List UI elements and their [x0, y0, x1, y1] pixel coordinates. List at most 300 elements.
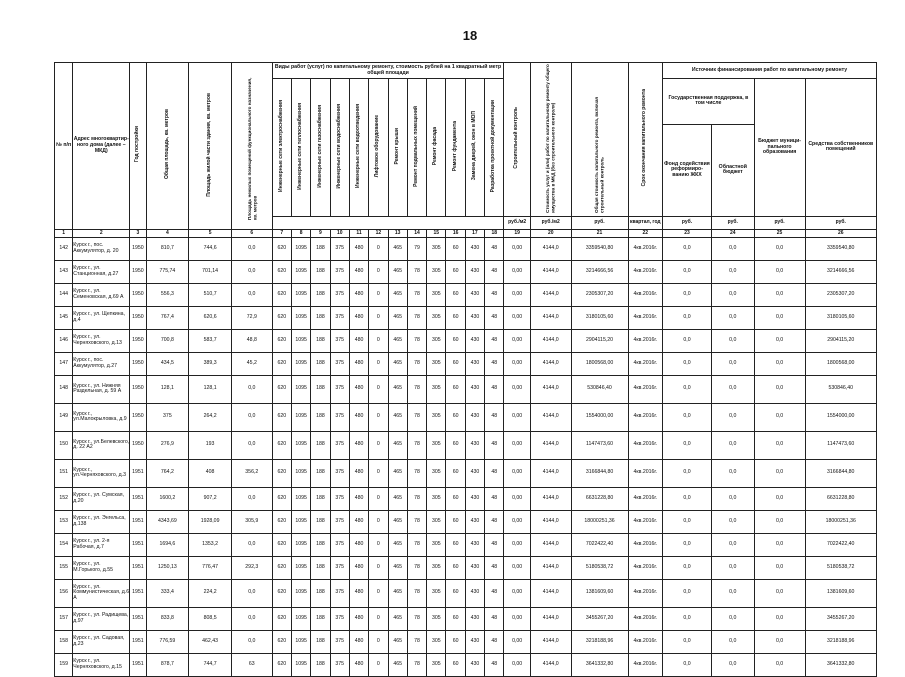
row-work-cost: 1095 [291, 556, 310, 579]
row-total-area: 1250,13 [146, 556, 189, 579]
row-work-cost: 188 [311, 533, 330, 556]
table-row [55, 329, 877, 352]
row-work-cost: 465 [388, 431, 407, 459]
row-work-cost: 79 [407, 237, 426, 260]
row-total-area: 878,7 [146, 653, 189, 676]
row-work-cost: 620 [272, 260, 291, 283]
row-work-cost: 465 [388, 306, 407, 329]
row-cost-per-m2: 4144,0 [530, 630, 571, 653]
row-total-area: 1694,6 [146, 533, 189, 556]
row-work-cost: 430 [465, 556, 484, 579]
row-work-cost: 60 [446, 607, 465, 630]
row-fund: 0,0 [663, 510, 712, 533]
row-work-cost: 188 [311, 431, 330, 459]
row-work-cost: 1095 [291, 533, 310, 556]
row-municipal: 0,0 [754, 306, 805, 329]
row-own-funds: 3455267,20 [805, 607, 877, 630]
table-row [55, 630, 877, 653]
row-own-funds: 2305307,20 [805, 283, 877, 306]
row-regional: 0,0 [711, 283, 754, 306]
row-total-cost: 7022422,40 [571, 533, 628, 556]
row-work-cost: 48 [485, 653, 504, 676]
row-work-cost: 60 [446, 556, 465, 579]
row-regional: 0,0 [711, 510, 754, 533]
row-work-cost: 48 [485, 283, 504, 306]
header-address: Адрес многоквартир- ного дома (далее – МКД) [73, 63, 130, 230]
row-work-cost: 480 [349, 306, 368, 329]
row-work-cost: 1095 [291, 329, 310, 352]
row-work-cost: 305 [427, 630, 446, 653]
row-address: Курск г., ул. Сумская, д.20 [73, 487, 130, 510]
row-cost-per-m2: 4144,0 [530, 306, 571, 329]
row-work-cost: 60 [446, 403, 465, 431]
header-municipal-budget: Бюджет муници- пального образования [754, 79, 805, 217]
row-total-area: 833,8 [146, 607, 189, 630]
row-municipal: 0,0 [754, 607, 805, 630]
row-municipal: 0,0 [754, 579, 805, 607]
row-own-funds: 3641332,80 [805, 653, 877, 676]
row-total-cost: 3218188,96 [571, 630, 628, 653]
row-fund: 0,0 [663, 579, 712, 607]
row-work-cost: 480 [349, 431, 368, 459]
row-work-cost: 305 [427, 375, 446, 403]
row-nonliving-area: 0,0 [231, 375, 272, 403]
row-control: 0,00 [504, 306, 530, 329]
row-living-area: 620,6 [189, 306, 232, 329]
row-work-cost: 465 [388, 487, 407, 510]
row-number: 159 [55, 653, 73, 676]
row-address: Курск г., ул. Черняховского, д.13 [73, 329, 130, 352]
table-row [55, 653, 877, 676]
column-number: 3 [130, 229, 146, 237]
row-municipal: 0,0 [754, 403, 805, 431]
row-nonliving-area: 292,3 [231, 556, 272, 579]
row-deadline: 4кв.2016г. [628, 431, 663, 459]
row-control: 0,00 [504, 403, 530, 431]
row-own-funds: 1800568,00 [805, 352, 877, 375]
row-work-cost: 430 [465, 653, 484, 676]
row-year: 1951 [130, 487, 146, 510]
row-living-area: 1353,2 [189, 533, 232, 556]
row-total-cost: 3214666,56 [571, 260, 628, 283]
row-work-cost: 620 [272, 533, 291, 556]
row-work-cost: 375 [330, 556, 349, 579]
row-work-cost: 188 [311, 237, 330, 260]
row-work-cost: 620 [272, 375, 291, 403]
row-deadline: 4кв.2016г. [628, 375, 663, 403]
column-number: 5 [189, 229, 232, 237]
row-total-cost: 1147473,60 [571, 431, 628, 459]
row-work-cost: 620 [272, 459, 291, 487]
row-municipal: 0,0 [754, 237, 805, 260]
row-deadline: 4кв.2016г. [628, 533, 663, 556]
row-total-cost: 2305307,20 [571, 283, 628, 306]
header-total-cost: Общая стоимость капитального ремонта, включая строительный контроль [594, 96, 605, 213]
row-work-cost: 188 [311, 403, 330, 431]
header-work: Инженерные сети газоснабжения [316, 104, 323, 188]
row-deadline: 4кв.2016г. [628, 352, 663, 375]
row-work-cost: 305 [427, 283, 446, 306]
row-number: 154 [55, 533, 73, 556]
row-work-cost: 465 [388, 260, 407, 283]
row-work-cost: 60 [446, 260, 465, 283]
row-work-cost: 430 [465, 459, 484, 487]
row-work-cost: 620 [272, 329, 291, 352]
row-work-cost: 620 [272, 487, 291, 510]
column-numbers-row [55, 229, 877, 237]
row-address: Курск г., пос. Аккумулятор, д.27 [73, 352, 130, 375]
row-fund: 0,0 [663, 556, 712, 579]
row-regional: 0,0 [711, 237, 754, 260]
row-work-cost: 465 [388, 329, 407, 352]
row-work-cost: 48 [485, 607, 504, 630]
column-number: 18 [485, 229, 504, 237]
row-year: 1950 [130, 329, 146, 352]
row-work-cost: 1095 [291, 403, 310, 431]
table-row [55, 459, 877, 487]
table-body [55, 237, 877, 676]
row-work-cost: 60 [446, 630, 465, 653]
row-year: 1951 [130, 533, 146, 556]
row-cost-per-m2: 4144,0 [530, 487, 571, 510]
row-number: 153 [55, 510, 73, 533]
row-total-cost: 3641332,80 [571, 653, 628, 676]
row-work-cost: 0 [369, 653, 388, 676]
row-work-cost: 620 [272, 306, 291, 329]
column-number: 15 [427, 229, 446, 237]
column-number: 14 [407, 229, 426, 237]
header-control: Строительный контроль [513, 107, 520, 169]
column-number: 20 [530, 229, 571, 237]
row-address: Курск г., ул. Садовая, д.23 [73, 630, 130, 653]
column-number: 22 [628, 229, 663, 237]
row-control: 0,00 [504, 260, 530, 283]
row-work-cost: 78 [407, 607, 426, 630]
row-control: 0,00 [504, 579, 530, 607]
row-work-cost: 0 [369, 533, 388, 556]
row-work-cost: 430 [465, 607, 484, 630]
row-work-cost: 375 [330, 579, 349, 607]
row-number: 148 [55, 375, 73, 403]
row-cost-per-m2: 4144,0 [530, 653, 571, 676]
row-work-cost: 430 [465, 306, 484, 329]
row-work-cost: 0 [369, 556, 388, 579]
table-row [55, 556, 877, 579]
row-own-funds: 18000251,36 [805, 510, 877, 533]
row-work-cost: 480 [349, 329, 368, 352]
column-number: 16 [446, 229, 465, 237]
column-number: 7 [272, 229, 291, 237]
column-number: 1 [55, 229, 73, 237]
row-work-cost: 0 [369, 329, 388, 352]
row-work-cost: 60 [446, 283, 465, 306]
row-total-area: 375 [146, 403, 189, 431]
row-work-cost: 305 [427, 556, 446, 579]
row-year: 1951 [130, 556, 146, 579]
row-municipal: 0,0 [754, 459, 805, 487]
table-row [55, 283, 877, 306]
header-living-area: Площадь жилой части здания, кв. метров [206, 92, 213, 197]
header-works-group: Виды работ (услуг) по капитальному ремонту, стоимость рублей на 1 квадратный метр общей площади [272, 63, 504, 79]
header-work: Инженерные сети электроснабжения [277, 100, 284, 192]
row-regional: 0,0 [711, 653, 754, 676]
row-work-cost: 375 [330, 260, 349, 283]
row-year: 1951 [130, 579, 146, 607]
row-own-funds: 7022422,40 [805, 533, 877, 556]
row-work-cost: 48 [485, 306, 504, 329]
row-total-area: 556,3 [146, 283, 189, 306]
row-fund: 0,0 [663, 487, 712, 510]
row-year: 1951 [130, 510, 146, 533]
row-deadline: 4кв.2016г. [628, 556, 663, 579]
row-address: Курск г., ул. Станционная, д.27 [73, 260, 130, 283]
table-row [55, 306, 877, 329]
row-work-cost: 375 [330, 403, 349, 431]
row-address: Курск г., ул. Радищева, д.97 [73, 607, 130, 630]
row-work-cost: 620 [272, 653, 291, 676]
row-total-area: 434,5 [146, 352, 189, 375]
header-work: Замена дверей, окон в МОП [471, 111, 478, 181]
column-number: 26 [805, 229, 877, 237]
table-row [55, 533, 877, 556]
row-total-cost: 530846,40 [571, 375, 628, 403]
row-work-cost: 305 [427, 459, 446, 487]
row-work-cost: 465 [388, 459, 407, 487]
row-deadline: 4кв.2016г. [628, 329, 663, 352]
row-work-cost: 480 [349, 653, 368, 676]
row-living-area: 808,5 [189, 607, 232, 630]
row-address: Курск г., ул. Семеновская, д.69 А [73, 283, 130, 306]
row-fund: 0,0 [663, 533, 712, 556]
row-living-area: 193 [189, 431, 232, 459]
row-work-cost: 620 [272, 510, 291, 533]
row-fund: 0,0 [663, 375, 712, 403]
row-work-cost: 465 [388, 653, 407, 676]
row-municipal: 0,0 [754, 487, 805, 510]
row-work-cost: 78 [407, 510, 426, 533]
table-row [55, 607, 877, 630]
row-work-cost: 480 [349, 556, 368, 579]
row-year: 1950 [130, 375, 146, 403]
row-nonliving-area: 0,0 [231, 431, 272, 459]
row-year: 1951 [130, 653, 146, 676]
row-work-cost: 0 [369, 630, 388, 653]
row-total-cost: 18000251,36 [571, 510, 628, 533]
row-nonliving-area: 0,0 [231, 533, 272, 556]
row-work-cost: 0 [369, 607, 388, 630]
row-work-cost: 78 [407, 283, 426, 306]
row-work-cost: 305 [427, 431, 446, 459]
unit-total-cost: руб. [571, 216, 628, 229]
column-number: 2 [73, 229, 130, 237]
row-address: Курск г., ул. М.Горького, д.55 [73, 556, 130, 579]
row-work-cost: 375 [330, 283, 349, 306]
row-work-cost: 1095 [291, 237, 310, 260]
table-row [55, 403, 877, 431]
row-cost-per-m2: 4144,0 [530, 431, 571, 459]
row-cost-per-m2: 4144,0 [530, 260, 571, 283]
row-work-cost: 78 [407, 403, 426, 431]
row-work-cost: 305 [427, 510, 446, 533]
row-work-cost: 620 [272, 556, 291, 579]
row-work-cost: 465 [388, 630, 407, 653]
row-year: 1950 [130, 237, 146, 260]
row-work-cost: 620 [272, 630, 291, 653]
row-number: 152 [55, 487, 73, 510]
row-fund: 0,0 [663, 630, 712, 653]
row-control: 0,00 [504, 653, 530, 676]
row-work-cost: 78 [407, 630, 426, 653]
row-work-cost: 1095 [291, 653, 310, 676]
row-address: Курск г., ул. Щепкина, д.4 [73, 306, 130, 329]
row-work-cost: 60 [446, 431, 465, 459]
row-work-cost: 480 [349, 630, 368, 653]
capital-repair-table [54, 62, 877, 677]
row-total-area: 775,74 [146, 260, 189, 283]
row-municipal: 0,0 [754, 510, 805, 533]
row-work-cost: 620 [272, 352, 291, 375]
row-own-funds: 3180105,60 [805, 306, 877, 329]
row-year: 1951 [130, 630, 146, 653]
row-work-cost: 305 [427, 607, 446, 630]
header-work: Инженерные сети водоснабжения [335, 103, 342, 189]
row-municipal: 0,0 [754, 329, 805, 352]
row-year: 1950 [130, 283, 146, 306]
row-nonliving-area: 0,0 [231, 579, 272, 607]
row-year: 1951 [130, 459, 146, 487]
column-number: 24 [711, 229, 754, 237]
row-work-cost: 305 [427, 352, 446, 375]
row-control: 0,00 [504, 533, 530, 556]
row-nonliving-area: 45,2 [231, 352, 272, 375]
row-work-cost: 465 [388, 533, 407, 556]
row-number: 147 [55, 352, 73, 375]
row-work-cost: 60 [446, 237, 465, 260]
row-work-cost: 480 [349, 283, 368, 306]
row-work-cost: 0 [369, 403, 388, 431]
row-fund: 0,0 [663, 607, 712, 630]
row-work-cost: 78 [407, 352, 426, 375]
row-total-cost: 1800568,00 [571, 352, 628, 375]
row-work-cost: 188 [311, 607, 330, 630]
row-work-cost: 48 [485, 431, 504, 459]
row-work-cost: 375 [330, 306, 349, 329]
row-fund: 0,0 [663, 431, 712, 459]
row-municipal: 0,0 [754, 352, 805, 375]
row-work-cost: 480 [349, 260, 368, 283]
row-year: 1950 [130, 431, 146, 459]
row-work-cost: 48 [485, 630, 504, 653]
column-number: 17 [465, 229, 484, 237]
row-own-funds: 3218188,96 [805, 630, 877, 653]
column-number: 13 [388, 229, 407, 237]
row-work-cost: 78 [407, 556, 426, 579]
row-work-cost: 188 [311, 283, 330, 306]
row-own-funds: 6631228,80 [805, 487, 877, 510]
row-work-cost: 375 [330, 607, 349, 630]
row-deadline: 4кв.2016г. [628, 487, 663, 510]
row-work-cost: 48 [485, 352, 504, 375]
row-own-funds: 2904115,20 [805, 329, 877, 352]
row-work-cost: 1095 [291, 283, 310, 306]
row-fund: 0,0 [663, 329, 712, 352]
column-number: 19 [504, 229, 530, 237]
row-work-cost: 305 [427, 579, 446, 607]
row-work-cost: 0 [369, 510, 388, 533]
row-work-cost: 188 [311, 487, 330, 510]
row-work-cost: 0 [369, 352, 388, 375]
row-municipal: 0,0 [754, 375, 805, 403]
row-total-cost: 1381609,60 [571, 579, 628, 607]
row-work-cost: 430 [465, 579, 484, 607]
column-number: 8 [291, 229, 310, 237]
header-deadline: Срок окончания капитального ремонта [641, 89, 648, 187]
row-work-cost: 430 [465, 533, 484, 556]
column-number: 4 [146, 229, 189, 237]
unit-deadline: квартал, год [628, 216, 663, 229]
row-address: Курск г., ул.Черняховского, д.3 [73, 459, 130, 487]
row-work-cost: 465 [388, 556, 407, 579]
row-work-cost: 60 [446, 579, 465, 607]
row-nonliving-area: 0,0 [231, 237, 272, 260]
row-number: 149 [55, 403, 73, 431]
header-work: Инженерные сети водоотведения [355, 104, 362, 188]
row-number: 145 [55, 306, 73, 329]
row-total-area: 128,1 [146, 375, 189, 403]
row-work-cost: 305 [427, 260, 446, 283]
row-work-cost: 78 [407, 431, 426, 459]
row-work-cost: 188 [311, 510, 330, 533]
row-work-cost: 305 [427, 237, 446, 260]
row-work-cost: 480 [349, 579, 368, 607]
row-total-cost: 2904115,20 [571, 329, 628, 352]
row-living-area: 701,14 [189, 260, 232, 283]
table-row [55, 260, 877, 283]
header-work: Ремонт фасада [432, 126, 439, 166]
row-work-cost: 375 [330, 653, 349, 676]
unit-fund: руб. [663, 216, 712, 229]
row-deadline: 4кв.2016г. [628, 237, 663, 260]
row-regional: 0,0 [711, 306, 754, 329]
row-own-funds: 1147473,60 [805, 431, 877, 459]
row-nonliving-area: 0,0 [231, 403, 272, 431]
row-work-cost: 0 [369, 306, 388, 329]
row-own-funds: 3359540,80 [805, 237, 877, 260]
row-work-cost: 188 [311, 375, 330, 403]
row-fund: 0,0 [663, 260, 712, 283]
row-cost-per-m2: 4144,0 [530, 283, 571, 306]
row-work-cost: 188 [311, 352, 330, 375]
row-total-area: 1600,2 [146, 487, 189, 510]
row-deadline: 4кв.2016г. [628, 306, 663, 329]
row-municipal: 0,0 [754, 283, 805, 306]
row-work-cost: 305 [427, 329, 446, 352]
unit-regional: руб. [711, 216, 754, 229]
row-living-area: 389,3 [189, 352, 232, 375]
row-own-funds: 1381609,60 [805, 579, 877, 607]
row-work-cost: 1095 [291, 375, 310, 403]
row-deadline: 4кв.2016г. [628, 653, 663, 676]
row-work-cost: 0 [369, 579, 388, 607]
row-work-cost: 48 [485, 556, 504, 579]
row-nonliving-area: 0,0 [231, 283, 272, 306]
row-work-cost: 465 [388, 607, 407, 630]
row-deadline: 4кв.2016г. [628, 510, 663, 533]
row-nonliving-area: 0,0 [231, 487, 272, 510]
row-work-cost: 48 [485, 403, 504, 431]
row-work-cost: 465 [388, 352, 407, 375]
row-regional: 0,0 [711, 487, 754, 510]
